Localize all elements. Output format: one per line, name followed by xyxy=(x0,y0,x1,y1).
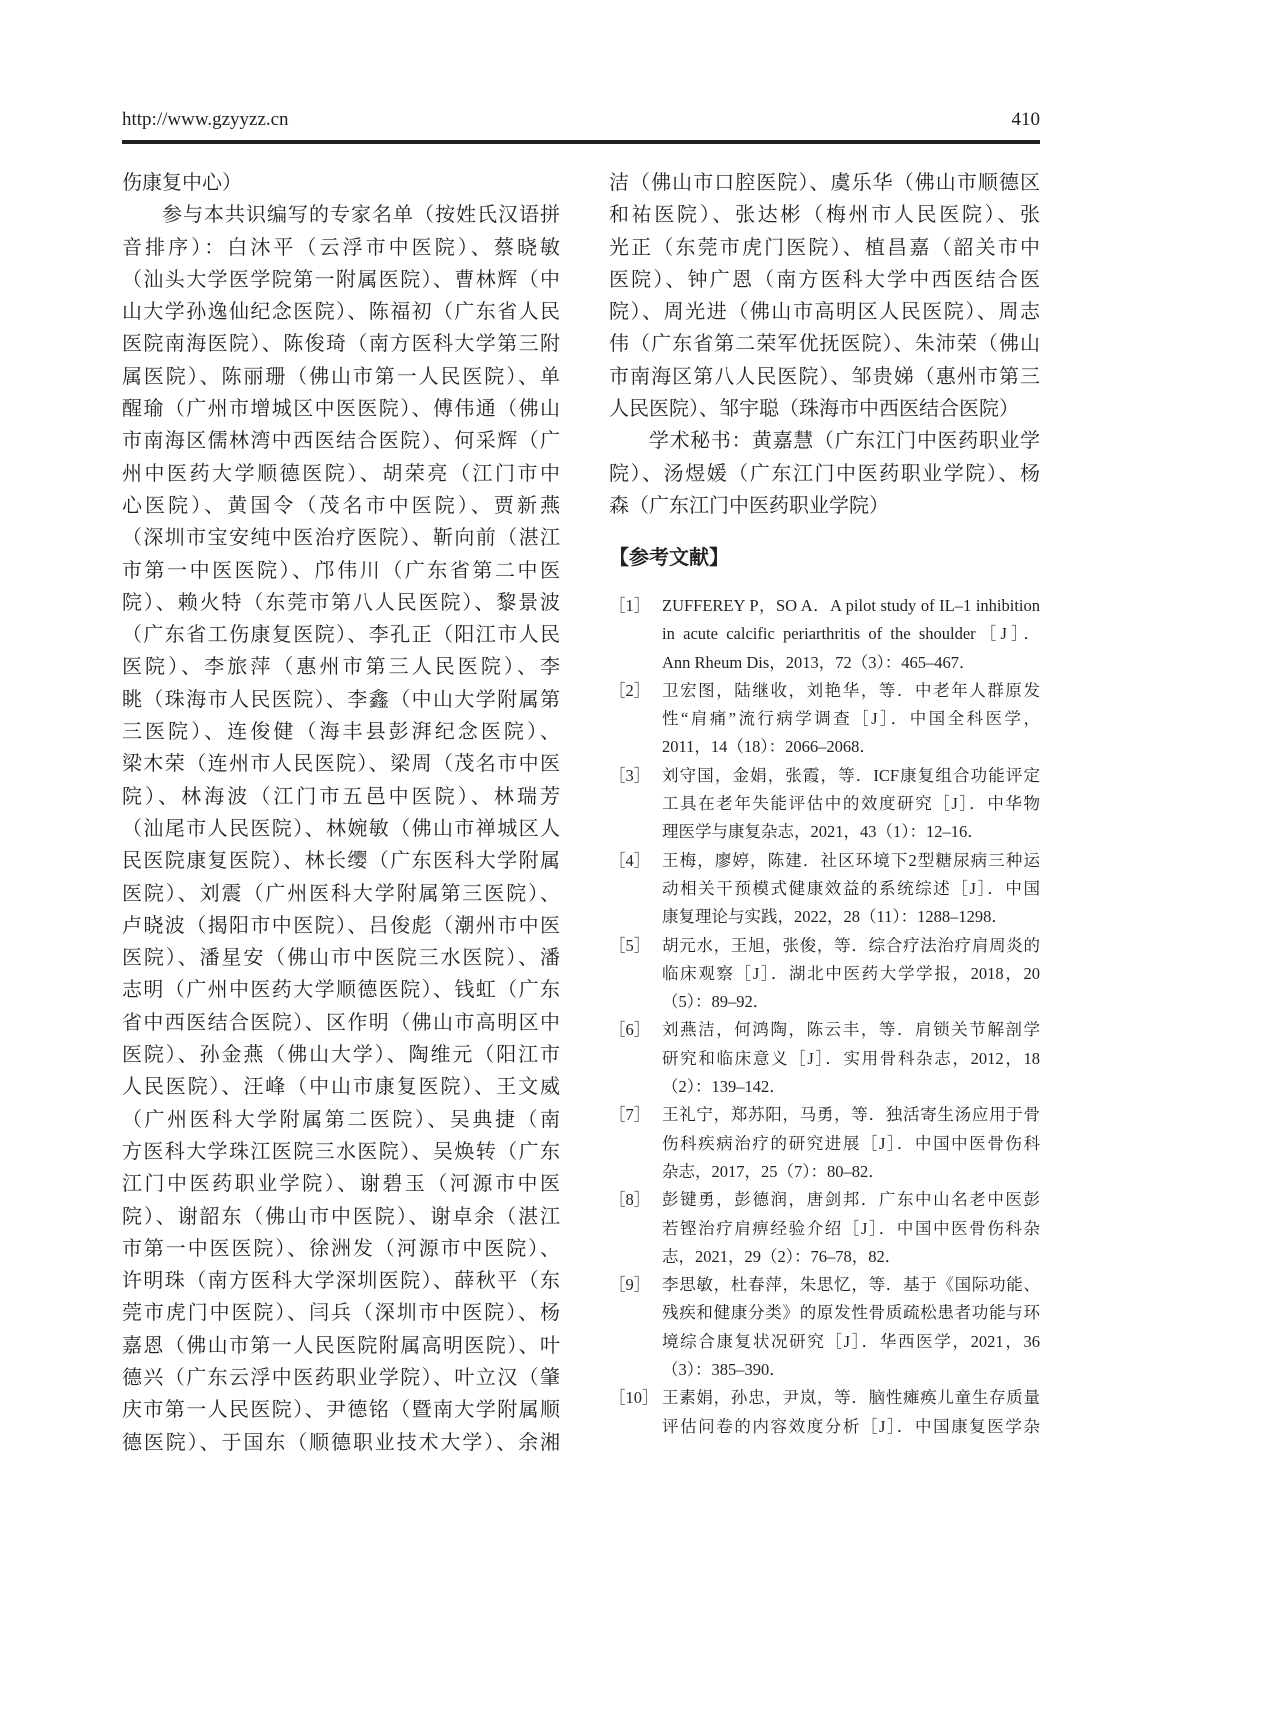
body-line: 志明（广州中医药大学顺德医院）、钱虹（广东 xyxy=(122,979,560,1002)
reference-line: 性“肩痛”流行病学调查［J］．中国全科医学， xyxy=(662,709,1040,729)
body-line: 医院）、李旅萍（惠州市第三人民医院）、李 xyxy=(122,656,560,679)
reference-label: ［8］ xyxy=(609,1190,651,1210)
body-line: 光正（东莞市虎门医院）、植昌嘉（韶关市中 xyxy=(609,236,1040,259)
body-line: 院）、周光进（佛山市高明区人民医院）、周志 xyxy=(609,301,1040,324)
reference-label: ［1］ xyxy=(609,596,651,615)
reference-line: 临床观察［J］．湖北中医药大学学报，2018，20 xyxy=(662,963,1040,983)
body-line: 学术秘书：黄嘉慧（广东江门中医药职业学 xyxy=(649,430,1040,453)
body-line: 医院）、刘震（广州医科大学附属第三医院）、 xyxy=(122,882,560,905)
body-line: 属医院）、陈丽珊（佛山市第一人民医院）、单 xyxy=(122,365,560,388)
body-line: 院）、林海波（江门市五邑中医院）、林瑞芳 xyxy=(122,785,560,808)
reference-label: ［7］ xyxy=(609,1105,651,1125)
reference-line: Ann Rheum Dis，2013，72（3）：465–467． xyxy=(662,652,976,672)
reference-line: 伤科疾病治疗的研究进展［J］．中国中医骨伤科 xyxy=(662,1133,1040,1153)
reference-item xyxy=(609,932,1040,1017)
body-line: 医院）、钟广恩（南方医科大学中西医结合医 xyxy=(609,268,1040,291)
reference-label: ［4］ xyxy=(609,850,651,870)
body-line: 民医院康复医院）、林长缨（广东医科大学附属 xyxy=(122,850,560,873)
reference-line: （3）：385–390． xyxy=(662,1360,786,1380)
body-line: 醒瑜（广州市增城区中医医院）、傅伟通（佛山 xyxy=(122,398,560,421)
reference-label: ［5］ xyxy=(609,935,651,955)
reference-item xyxy=(609,1016,1040,1101)
reference-line: 王梅，廖婷，陈建．社区环境下2型糖尿病三种运 xyxy=(662,850,1040,870)
reference-item xyxy=(609,1271,1040,1384)
reference-item xyxy=(609,762,1040,847)
body-line: 州中医药大学顺德医院）、胡荣亮（江门市中 xyxy=(122,462,560,485)
reference-line: 志，2021，29（2）：76–78，82． xyxy=(662,1246,902,1266)
reference-item xyxy=(609,1186,1040,1271)
body-line: 市第一中医医院）、徐洲发（河源市中医院）、 xyxy=(122,1237,560,1260)
right-column xyxy=(609,167,1040,522)
reference-label: ［2］ xyxy=(609,680,651,700)
body-line: 伟（广东省第二荣军优抚医院）、朱沛荣（佛山 xyxy=(609,333,1040,356)
body-line: 院）、赖火特（东莞市第八人民医院）、黎景波 xyxy=(122,591,560,614)
body-line: 伤康复中心） xyxy=(122,172,242,194)
body-line: 院）、汤煜媛（广东江门中医药职业学院）、杨 xyxy=(609,462,1040,485)
body-line: 人民医院）、邹宇聪（珠海市中西医结合医院） xyxy=(609,398,1019,421)
body-line: 森（广东江门中医药职业学院） xyxy=(609,494,889,517)
body-line: 医院）、潘星安（佛山市中医院三水医院）、潘 xyxy=(122,947,560,970)
reference-line: 胡元水，王旭，张俊，等．综合疗法治疗肩周炎的 xyxy=(662,935,1040,955)
reference-list xyxy=(609,592,1040,1441)
reference-line: 李思敏，杜春萍，朱思忆，等．基于《国际功能、 xyxy=(662,1275,1040,1295)
body-line: 山大学孙逸仙纪念医院）、陈福初（广东省人民 xyxy=(122,301,560,324)
body-line: 德医院）、于国东（顺德职业技术大学）、余湘 xyxy=(122,1431,560,1454)
body-line: 音排序）：白沐平（云浮市中医院）、蔡晓敏 xyxy=(122,236,560,259)
body-line: 梁木荣（连州市人民医院）、梁周（茂名市中医 xyxy=(122,753,560,776)
reference-line: 刘守国，金娟，张霞，等．ICF康复组合功能评定 xyxy=(662,765,1040,785)
reference-item xyxy=(609,1384,1040,1441)
reference-item xyxy=(609,1101,1040,1186)
body-line: 江门中医药职业学院）、谢碧玉（河源市中医 xyxy=(122,1173,560,1196)
page-header-url: http://www.gzyyzz.cn xyxy=(122,109,289,130)
body-line: 医院）、孙金燕（佛山大学）、陶维元（阳江市 xyxy=(122,1044,560,1067)
reference-line: 评估问卷的内容效度分析［J］．中国康复医学杂 xyxy=(662,1416,1040,1436)
reference-line: 卫宏图，陆继收，刘艳华，等．中老年人群原发 xyxy=(662,680,1040,700)
reference-line: （5）：89–92． xyxy=(662,992,770,1012)
reference-line: 2011，14（18）：2066–2068． xyxy=(662,737,876,757)
body-line: 许明珠（南方医科大学深圳医院）、薛秋平（东 xyxy=(122,1270,560,1293)
reference-label: ［6］ xyxy=(609,1020,651,1040)
body-line: 市第一中医医院）、邝伟川（广东省第二中医 xyxy=(122,559,560,582)
body-line: 莞市虎门中医院）、闫兵（深圳市中医院）、杨 xyxy=(122,1302,560,1325)
body-line: 洁（佛山市口腔医院）、虞乐华（佛山市顺德区 xyxy=(609,172,1040,194)
reference-line: 若铿治疗肩痹经验介绍［J］．中国中医骨伤科杂 xyxy=(662,1218,1040,1238)
body-line: 眺（珠海市人民医院）、李鑫（中山大学附属第 xyxy=(122,688,560,711)
body-line: （深圳市宝安纯中医治疗医院）、靳向前（湛江 xyxy=(122,527,560,550)
body-line: 心医院）、黄国令（茂名市中医院）、贾新燕 xyxy=(122,494,560,517)
body-line: （汕头大学医学院第一附属医院）、曹林辉（中 xyxy=(122,268,560,291)
reference-line: 工具在老年失能评估中的效度研究［J］．中华物 xyxy=(662,794,1040,814)
references-heading: 【参考文献】 xyxy=(609,545,729,569)
reference-line: 动相关干预模式健康效益的系统综述［J］．中国 xyxy=(662,878,1040,898)
body-line: 德兴（广东云浮中医药职业学院）、叶立汉（肇 xyxy=(122,1366,560,1389)
reference-label: ［10］ xyxy=(609,1388,659,1408)
reference-item xyxy=(609,592,1040,677)
body-line: 人民医院）、汪峰（中山市康复医院）、王文威 xyxy=(122,1076,560,1099)
reference-line: 王素娟，孙忠，尹岚，等．脑性瘫痪儿童生存质量 xyxy=(662,1388,1040,1408)
reference-line: 彭键勇，彭德润，唐剑邦．广东中山名老中医彭 xyxy=(662,1190,1040,1210)
body-line: 卢晓波（揭阳市中医院）、吕俊彪（潮州市中医 xyxy=(122,914,560,937)
body-line: （汕尾市人民医院）、林婉敏（佛山市禅城区人 xyxy=(122,817,560,840)
body-line: 方医科大学珠江医院三水医院）、吴焕转（广东 xyxy=(122,1140,560,1163)
reference-label: ［3］ xyxy=(609,765,651,785)
body-line: （广州医科大学附属第二医院）、吴典捷（南 xyxy=(122,1108,560,1131)
reference-label: ［9］ xyxy=(609,1275,651,1295)
reference-line: in acute calcific periarthritis of the shoulder［J］． xyxy=(662,624,1040,644)
reference-line: （2）：139–142． xyxy=(662,1077,786,1097)
reference-item xyxy=(609,677,1040,762)
body-line: 市南海区儒林湾中西医结合医院）、何采辉（广 xyxy=(122,430,560,453)
reference-line: 残疾和健康分类》的原发性骨质疏松患者功能与环 xyxy=(662,1303,1040,1323)
left-column xyxy=(122,167,560,1459)
body-line: 参与本共识编写的专家名单（按姓氏汉语拼 xyxy=(162,204,560,227)
reference-line: 境综合康复状况研究［J］．华西医学，2021，36 xyxy=(662,1331,1040,1351)
reference-line: 研究和临床意义［J］．实用骨科杂志，2012，18 xyxy=(662,1048,1040,1068)
body-line: 省中西医结合医院）、区作明（佛山市高明区中 xyxy=(122,1011,560,1034)
reference-item xyxy=(609,847,1040,932)
body-line: 医院南海医院）、陈俊琦（南方医科大学第三附 xyxy=(122,333,560,356)
body-line: 三医院）、连俊健（海丰县彭湃纪念医院）、 xyxy=(122,721,560,744)
reference-line: 杂志，2017，25（7）：80–82． xyxy=(662,1161,885,1181)
reference-line: 王礼宁，郑苏阳，马勇，等．独活寄生汤应用于骨 xyxy=(662,1105,1040,1125)
page-number: 410 xyxy=(1011,109,1040,130)
body-line: 院）、谢韶东（佛山市中医院）、谢卓余（湛江 xyxy=(122,1205,560,1228)
reference-line: ZUFFEREY P，SO A．A pilot study of IL–1 inhibition xyxy=(662,596,1040,615)
body-line: 和祐医院）、张达彬（梅州市人民医院）、张 xyxy=(609,204,1040,227)
reference-line: 康复理论与实践，2022，28（11）：1288–1298． xyxy=(662,907,1008,927)
header-rule xyxy=(122,140,1040,144)
reference-line: 理医学与康复杂志，2021，43（1）：12–16． xyxy=(662,822,984,842)
body-line: 市南海区第八人民医院）、邹贵娣（惠州市第三 xyxy=(609,365,1040,388)
body-line: 嘉恩（佛山市第一人民医院附属高明医院）、叶 xyxy=(122,1334,560,1357)
body-line: （广东省工伤康复医院）、李孔正（阳江市人民 xyxy=(122,624,560,647)
reference-line: 刘燕洁，何鸿陶，陈云丰，等．肩锁关节解剖学 xyxy=(662,1020,1040,1040)
body-line: 庆市第一人民医院）、尹德铭（暨南大学附属顺 xyxy=(122,1399,560,1422)
